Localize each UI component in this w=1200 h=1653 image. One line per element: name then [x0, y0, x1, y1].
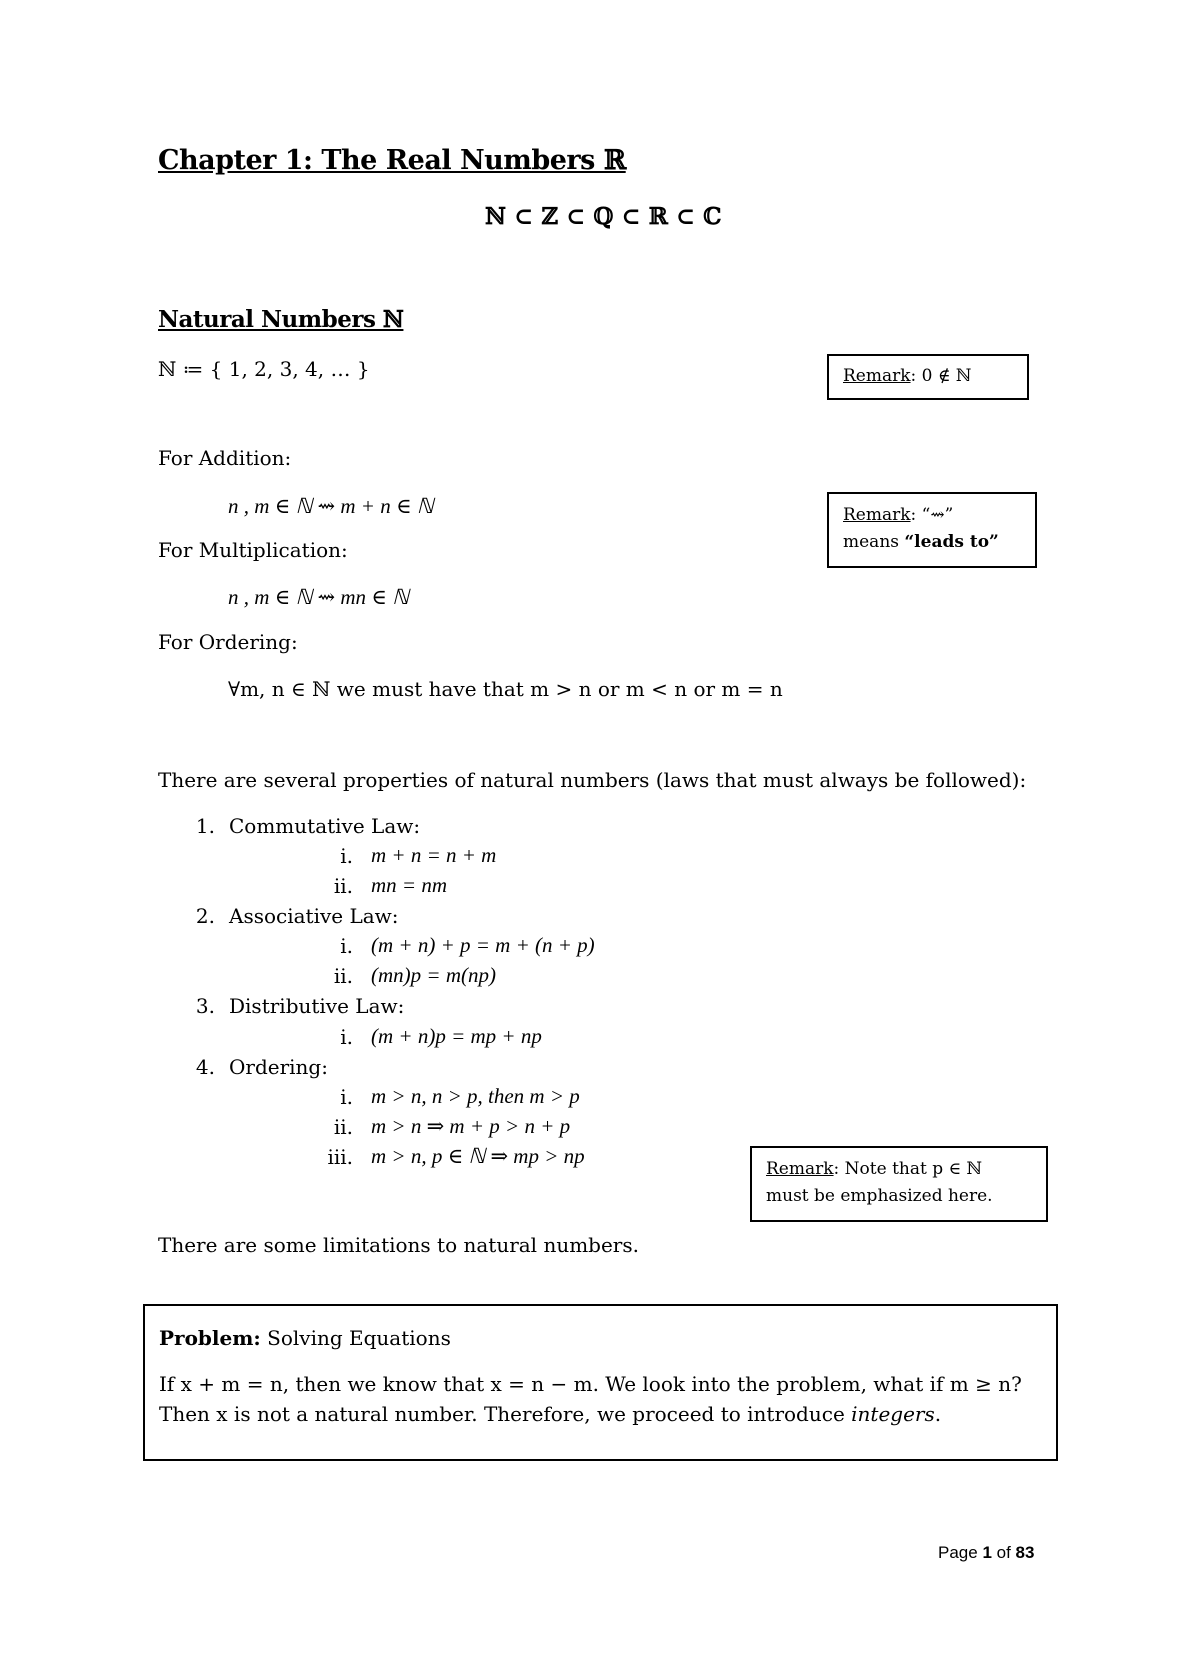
law-item-formula: m > n, p ∈ ℕ ⇒ mp > np	[371, 1144, 585, 1168]
remark-box-p-natural	[750, 1146, 1048, 1222]
law-item-numeral: i.	[340, 1085, 353, 1109]
multiplication-label: For Multiplication:	[158, 538, 348, 562]
limitations-text: There are some limitations to natural numbers.	[158, 1233, 639, 1257]
addition-formula: n , m ∈ ℕ ⇝ m + n ∈ ℕ	[228, 494, 434, 518]
remark-text: means	[843, 532, 905, 552]
footer-current-page: 1	[982, 1543, 992, 1562]
law-item-numeral: i.	[340, 1025, 353, 1049]
law-number: 2.	[195, 904, 215, 928]
problem-box	[143, 1304, 1058, 1461]
remark-text: : “⇝”	[910, 505, 954, 525]
footer-page-word: Page	[938, 1543, 983, 1562]
law-name: Ordering:	[229, 1055, 328, 1079]
footer-of-word: of	[991, 1543, 1016, 1562]
page-footer	[938, 1543, 1034, 1563]
law-number: 1.	[195, 814, 215, 838]
remark-box-leads-to	[827, 492, 1037, 568]
problem-title: Solving Equations	[260, 1326, 451, 1350]
law-item-formula: (m + n) + p = m + (n + p)	[371, 933, 595, 957]
law-item-numeral: i.	[340, 844, 353, 868]
section-heading-natural-numbers: Natural Numbers ℕ	[158, 306, 404, 333]
remark-label: Remark	[843, 505, 911, 525]
set-inclusion-chain: ℕ ⊂ ℤ ⊂ ℚ ⊂ ℝ ⊂ ℂ	[485, 203, 722, 230]
remark-label: Remark	[766, 1159, 834, 1179]
law-item-formula: m > n, n > p, then m > p	[371, 1084, 580, 1108]
remark-text: : Note that p ∈ ℕ	[833, 1159, 983, 1179]
law-number: 3.	[195, 994, 215, 1018]
multiplication-formula: n , m ∈ ℕ ⇝ mn ∈ ℕ	[228, 585, 409, 609]
law-item-numeral: i.	[340, 934, 353, 958]
problem-heading	[159, 1326, 451, 1350]
ordering-label: For Ordering:	[158, 630, 298, 654]
remark-label: Remark	[843, 366, 911, 386]
addition-label: For Addition:	[158, 446, 292, 470]
chapter-title: Chapter 1: The Real Numbers ℝ	[158, 145, 626, 176]
properties-intro: There are several properties of natural numbers (laws that must always be followed):	[158, 768, 1027, 792]
natural-numbers-definition: ℕ ≔ { 1, 2, 3, 4, … }	[158, 357, 370, 381]
remark-emphasis: “leads to”	[904, 532, 999, 552]
remark-box-zero	[827, 354, 1029, 400]
law-item-formula: (mn)p = m(np)	[371, 963, 496, 987]
remark-text: : 0 ∉ ℕ	[910, 366, 972, 386]
remark-text: must be emphasized here.	[766, 1186, 993, 1206]
problem-line-2-text: Then x is not a natural number. Therefore, we proceed to introduce	[159, 1402, 852, 1426]
problem-line-1: If x + m = n, then we know that x = n − m. We look into the problem, what if m ≥ n?	[159, 1372, 1022, 1396]
law-item-numeral: ii.	[333, 874, 353, 898]
law-name: Distributive Law:	[229, 994, 405, 1018]
problem-line-2-end: .	[934, 1402, 942, 1426]
ordering-formula: ∀m, n ∈ ℕ we must have that m > n or m < n or m = n	[228, 677, 783, 701]
law-item-formula: m > n ⇒ m + p > n + p	[371, 1114, 571, 1138]
law-item-formula: mn = nm	[371, 873, 448, 897]
problem-label: Problem:	[159, 1326, 261, 1350]
law-item-formula: (m + n)p = mp + np	[371, 1024, 542, 1048]
footer-total-pages: 83	[1015, 1543, 1035, 1562]
law-number: 4.	[195, 1055, 215, 1079]
law-item-numeral: ii.	[333, 1115, 353, 1139]
law-item-numeral: iii.	[327, 1145, 353, 1169]
law-item-formula: m + n = n + m	[371, 843, 497, 867]
problem-line-2	[159, 1402, 941, 1426]
problem-emphasis: integers	[851, 1402, 935, 1426]
law-item-numeral: ii.	[333, 964, 353, 988]
law-name: Commutative Law:	[229, 814, 421, 838]
law-name: Associative Law:	[229, 904, 399, 928]
